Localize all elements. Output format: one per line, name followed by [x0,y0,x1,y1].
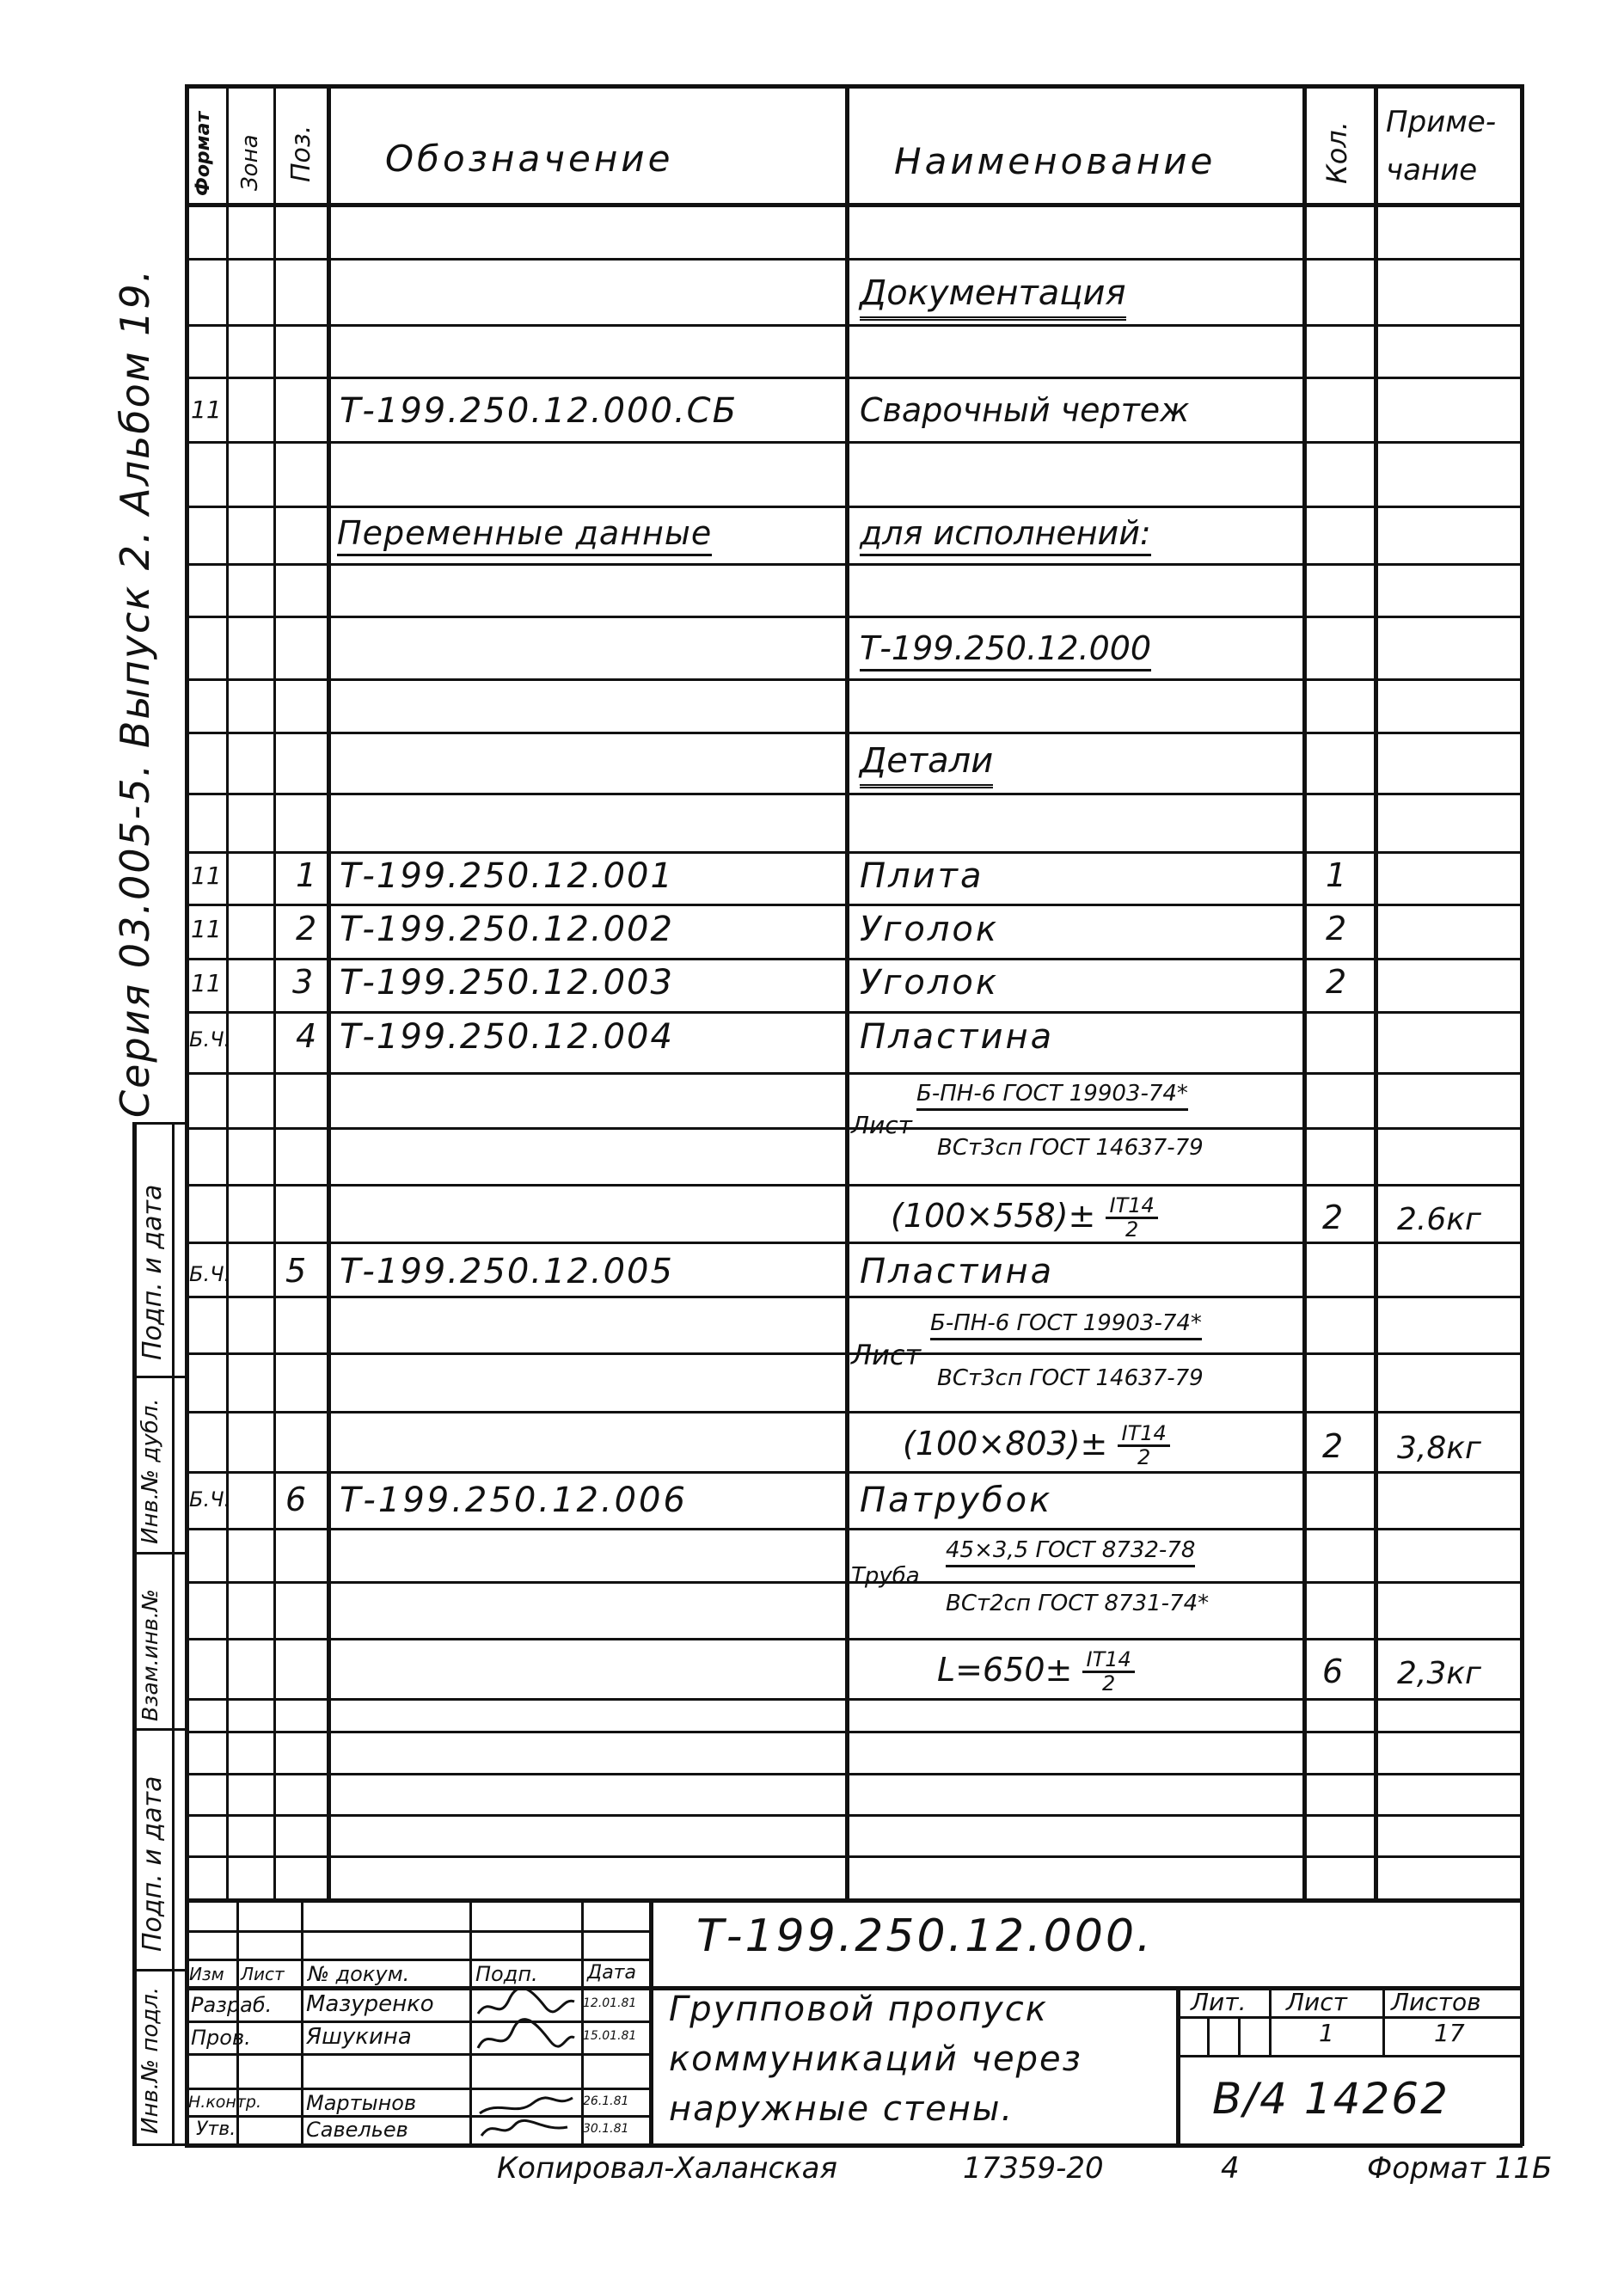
frame-bottom [185,2143,1523,2148]
tb-right-row [1176,2055,1523,2057]
col-zone-divider [273,84,276,1898]
sheets-value: 17 [1434,2019,1465,2047]
variable-data-label [337,514,712,552]
row1-qty: 1 [1326,856,1347,894]
row5-mass: 3,8кг [1397,1431,1481,1466]
row-line [185,1814,1523,1817]
footer-page-number: 4 [1221,2151,1240,2186]
row5-tolerance [1118,1423,1169,1469]
tb-row-line [185,2088,649,2090]
row-line [185,1011,1523,1014]
row6-material-top: 45×3,5 ГОСТ 8732-78 [946,1537,1195,1567]
row-line [185,1731,1523,1733]
row-line [185,1184,1523,1187]
frame-left [185,84,189,2146]
norm-control-date: 26.1.81 [583,2094,629,2108]
row-line [185,441,1523,444]
tb-row-line [185,1930,649,1933]
row5-size-value: (100×803)± [903,1425,1108,1463]
checked-name: Яшукина [306,2024,412,2050]
title-line3: наружные стены. [669,2089,1014,2129]
col-designation-divider [845,84,849,1898]
title-line1: Групповой пропуск [669,1990,1048,2029]
row6-pos: 6 [285,1481,307,1518]
row5-size [903,1423,1170,1469]
header-format: Формат [193,111,214,196]
header-divider [185,203,1523,207]
row4-tolerance-den: 2 [1125,1217,1139,1242]
row5-tolerance-den: 2 [1137,1445,1151,1470]
row-line [185,958,1523,960]
row6-qty: 6 [1322,1653,1344,1690]
header-designation: Обозначение [385,138,674,180]
row4-pos: 4 [296,1017,317,1055]
assembly-designation: Т-199.250.12.000.СБ [340,391,738,431]
col-doc-label: № докум. [308,1962,410,1986]
tb-row-line [185,2021,649,2023]
row-line [185,851,1523,854]
row6-size [937,1649,1135,1695]
row6-designation: Т-199.250.12.006 [340,1481,688,1520]
strip-divider [132,2143,185,2146]
approved-role: Утв. [196,2119,236,2140]
title-block-top [185,1898,1523,1903]
row5-material-bottom: ВСт3сп ГОСТ 14637-79 [937,1365,1204,1391]
strip-orig-inventory: Инв.№ подл. [138,1986,163,2134]
row4-size-value: (100×558)± [891,1197,1096,1236]
for-versions-text: для исполнений: [860,514,1151,556]
frame-right [1520,84,1524,2146]
row-line [185,1698,1523,1701]
strip-divider [132,1552,185,1554]
row-line [185,377,1523,379]
row5-tolerance-num: IT14 [1118,1423,1169,1447]
row-line [185,1528,1523,1530]
row4-designation: Т-199.250.12.004 [340,1017,674,1057]
document-number: Т-199.250.12.000. [696,1910,1154,1962]
header-zone: Зона [237,134,263,191]
row-line [185,904,1523,906]
row4-material-bottom: ВСт3сп ГОСТ 14637-79 [937,1135,1204,1161]
strip-divider [132,1376,185,1378]
row-line [185,1638,1523,1640]
strip-divider [132,1122,185,1125]
norm-control-name: Мартынов [306,2091,417,2115]
sheets-label: Листов [1391,1988,1481,2016]
row2-designation: Т-199.250.12.002 [340,910,674,949]
frame-top [185,84,1523,89]
strip-divider [132,1969,185,1971]
series-side-title: Серия 03.005-5. Выпуск 2. Альбом 19. [112,267,158,1118]
row5-name: Пластина [860,1252,1055,1291]
row6-name: Патрубок [860,1481,1053,1520]
row5-qty: 2 [1322,1427,1344,1465]
tb-col-line [649,1898,653,2143]
row4-qty: 2 [1322,1199,1344,1236]
footer-copied-by: Копировал-Халанская [497,2151,837,2186]
documentation-section-title [860,273,1126,313]
row-line [185,1242,1523,1244]
checked-role: Пров. [191,2026,251,2050]
row-line [185,1296,1523,1298]
header-pos: Поз. [286,125,316,182]
row4-tolerance [1106,1195,1157,1241]
strip-sign-date-bottom: Подп. и дата [138,1775,168,1952]
col-qty-divider [1374,84,1378,1898]
row5-format: Б.Ч. [189,1262,231,1286]
row6-tolerance [1082,1649,1134,1695]
col-pos-divider [327,84,331,1898]
checked-date: 15.01.81 [583,2029,637,2043]
row-line [185,1072,1523,1075]
row-line [185,616,1523,618]
row-line [185,1855,1523,1858]
footer-order-number: 17359-20 [963,2151,1104,2186]
row5-material-top: Б-ПН-6 ГОСТ 19903-74* [930,1310,1202,1340]
version-designation-text: Т-199.250.12.000 [860,629,1151,671]
documentation-section-text: Документация [860,273,1126,321]
row3-pos: 3 [292,963,314,1001]
row6-tolerance-den: 2 [1101,1671,1116,1696]
row4-mass: 2.6кг [1397,1202,1481,1237]
col-name-divider [1302,84,1307,1898]
strip-dup-inventory: Инв.№ дубл. [138,1398,163,1544]
strip-divider [132,1728,185,1731]
row6-material-prefix: Труба [851,1563,920,1589]
row2-pos: 2 [296,910,317,947]
developed-role: Разраб. [191,1993,273,2017]
row-line [185,1471,1523,1474]
strip-replace-inventory: Взам.инв.№ [138,1589,162,1721]
sheet-value: 1 [1319,2019,1334,2047]
col-sign-label: Подп. [475,1962,538,1986]
tb-right-divider [1176,1986,1180,2143]
col-change-label: Изм [189,1964,224,1984]
developed-name: Мазуренко [306,1991,434,2017]
row3-format: 11 [191,969,222,997]
tb-lit-cell [1238,2016,1241,2055]
lit-label: Лит. [1191,1988,1247,2016]
row4-size [891,1195,1158,1241]
row3-name: Уголок [860,963,1000,1003]
approved-name: Савельев [306,2118,408,2142]
row-line [185,506,1523,508]
organization-code: В/4 14262 [1212,2074,1449,2124]
row5-pos: 5 [285,1252,307,1290]
tb-row-line [185,2115,649,2118]
row-line [185,793,1523,795]
developed-date: 12.01.81 [583,1996,637,2010]
tb-row-line [185,1959,649,1961]
row6-tolerance-num: IT14 [1082,1649,1134,1673]
approved-date: 30.1.81 [583,2122,629,2136]
row2-format: 11 [191,915,222,943]
strip-inner-line [172,1122,175,2145]
row3-qty: 2 [1326,963,1347,1001]
row-line [185,258,1523,261]
row6-size-value: L=650± [937,1651,1073,1689]
row4-material-prefix: Лист [851,1111,912,1139]
row-line [185,1411,1523,1413]
row1-designation: Т-199.250.12.001 [340,856,674,896]
row1-name: Плита [860,856,984,896]
row4-tolerance-num: IT14 [1106,1195,1157,1219]
row5-material-prefix: Лист [851,1339,922,1371]
row1-pos: 1 [296,856,317,894]
row6-format: Б.Ч. [189,1487,231,1512]
row4-material-top: Б-ПН-6 ГОСТ 19903-74* [916,1081,1188,1111]
row-line [185,732,1523,734]
header-qty: Кол. [1321,121,1353,184]
details-section-title [860,741,993,781]
row1-format: 11 [191,862,222,890]
row4-format: Б.Ч. [189,1027,231,1052]
tb-right-row [1176,2016,1523,2019]
col-date-label: Дата [587,1962,636,1984]
tb-lit-cell [1207,2016,1210,2055]
assembly-format: 11 [191,396,222,424]
footer-format: Формат 11Б [1367,2151,1553,2186]
assembly-name: Сварочный чертеж [860,391,1190,429]
header-name: Наименование [894,140,1216,182]
header-note-line2: чание [1386,153,1478,187]
signatures [473,1988,579,2143]
for-versions-label [860,514,1151,552]
row6-material-bottom: ВСт2сп ГОСТ 8731-74* [946,1591,1210,1616]
strip-sign-date-top: Подп. и дата [138,1184,168,1360]
header-note-line1: Приме- [1386,105,1497,139]
variable-data-text: Переменные данные [337,514,712,556]
tb-right-col [1269,1986,1272,2055]
sheet-label: Лист [1286,1988,1347,2016]
row2-qty: 2 [1326,910,1347,947]
row2-name: Уголок [860,910,1000,949]
row4-name: Пластина [860,1017,1055,1057]
tb-row-line [185,2053,649,2056]
norm-control-role: Н.контр. [188,2093,262,2112]
strip-outer-line [132,1122,137,2145]
tb-right-col [1382,1986,1385,2055]
row-line [185,1773,1523,1775]
version-designation [860,629,1151,667]
row5-designation: Т-199.250.12.005 [340,1252,674,1291]
row-line [185,563,1523,566]
details-section-text: Детали [860,741,993,788]
row3-designation: Т-199.250.12.003 [340,963,674,1003]
row-line [185,678,1523,681]
col-sheet-label: Лист [241,1964,285,1984]
row6-mass: 2,3кг [1397,1656,1481,1691]
col-format-divider [226,84,229,1898]
title-line2: коммуникаций через [669,2039,1082,2079]
row-line [185,324,1523,327]
